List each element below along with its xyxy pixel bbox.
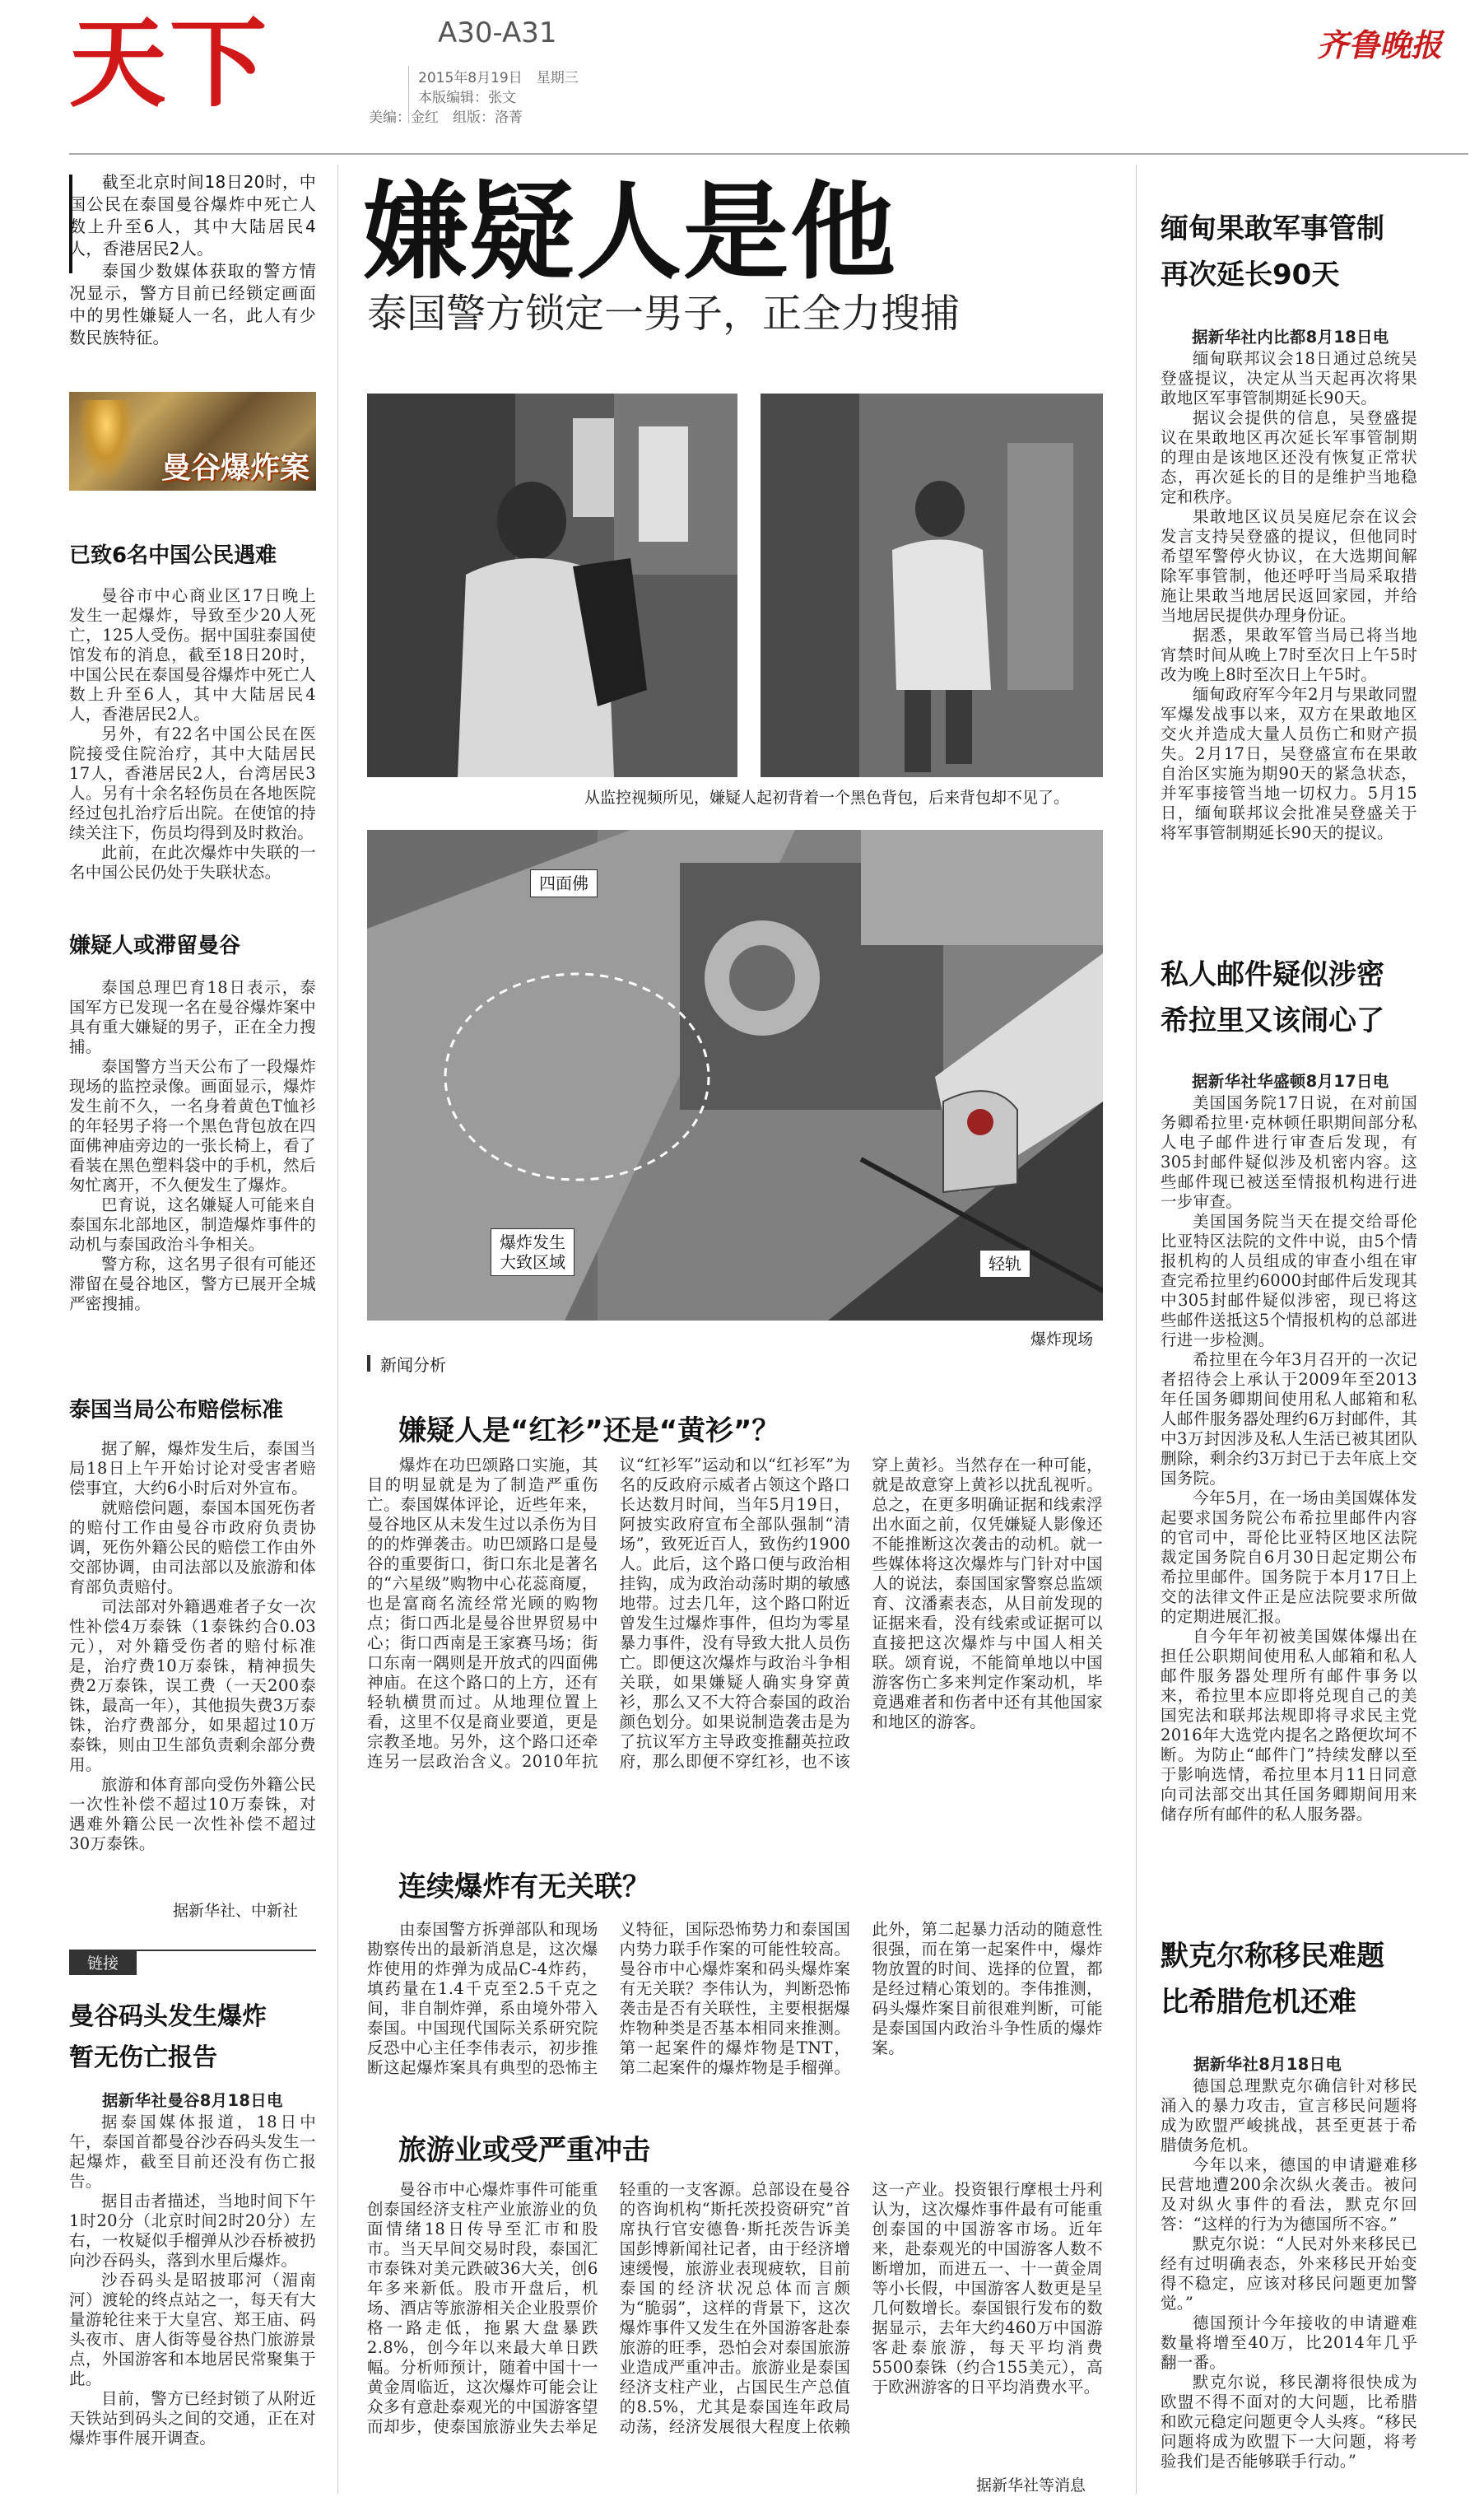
right-story1-body [1161, 349, 1417, 843]
left-story2-body [69, 978, 316, 1314]
right-story2-title-line1: 私人邮件疑似涉密 [1161, 958, 1384, 991]
column-separator-left [337, 165, 338, 2495]
right-story1-p3: 果敢地区议员吴庭尼奈在议会发言支持吴登盛的提议，但他同时希望军警停火协议，在大选期间解除军事管制，他还呼吁当局采取措施让果敢当地居民返回家园，并给当地居民提供办理身份证。 [1161, 507, 1417, 625]
label-skytrain: 轻轨 [979, 1250, 1030, 1278]
right-story1-p4: 据悉，果敢军管当局已将当地宵禁时间从晚上7时至次日上午5时改为晚上8时至次日上午5时。 [1161, 626, 1417, 684]
left-story2-p1: 泰国总理巴育18日表示，泰国军方已发现一名在曼谷爆炸案中具有重大嫌疑的男子，正在全力搜捕。 [69, 978, 316, 1056]
left-story4-p4: 目前，警方已经封锁了从附近天铁站到码头之间的交通，正在对爆炸事件展开调查。 [69, 2389, 316, 2448]
right-story2-dateline: 据新华社华盛顿8月17日电 [1192, 1072, 1389, 1091]
shrine-silhouette [77, 400, 135, 482]
right-story3-p4: 德国预计今年接收的申请避难数量将增至40万，比2014年几乎翻一番。 [1161, 2313, 1417, 2372]
analysis-h2-body [367, 1920, 1103, 2078]
right-story1-title-line2: 再次延长90天 [1161, 259, 1340, 291]
column-separator-right [1136, 165, 1137, 2495]
right-story3-title-line1: 默克尔称移民难题 [1161, 1940, 1384, 1973]
left-story3-source: 据新华社、中新社 [173, 1902, 299, 1920]
analysis-h1-text: 爆炸在功巴颂路口实施，其目的明显就是为了制造严重伤亡。泰国媒体评论，近些年来，曼谷地区从未发生过以杀伤为目的的炸弹袭击。叻巴颂路口是曼谷的重要街口，街口东北是著名的“六星级”购物中心花蕊商厦，也是富商名流经常光顾的购物点；街口西北是曼谷世界贸易中心；街口西南是王家赛马场；街口东南一隅则是开放式的四面佛神庙。在这个路口的上方，还有轻轨横贯而过。从地理位置上看，这里不仅是商业要道，更是宗教圣地。另外，这个路口还牵连另一层政治含义。2010年抗议“红衫军”运动和以“红衫军”为名的反政府示威者占领这个路口长达数月时间，当年5月19日，阿披实政府宣布全部队强制“清场”，致死近百人，致伤约1900人。此后，这个路口便与政治相挂钩，成为政治动荡时期的敏感地带。过去几年，这个路口附近曾发生过爆炸事件，但均为零星暴力事件，没有导致大批人员伤亡。即便这次爆炸与政治斗争相关联，如果嫌疑人确实身穿黄衫，那么又不大符合泰国的政治颜色划分。如果说制造袭击是为了抗议军方主导政变推翻英拉政府，那么即便不穿红衫，也不该穿上黄衫。当然存在一种可能，就是故意穿上黄衫以扰乱视听。总之，在更多明确证据和线索浮出水面之前，仅凭嫌疑人影像还不能推断这次袭击的动机。就一些媒体将这次爆炸与门针对中国人的说法，泰国国家警察总监颂育、汶潘素表态，从目前发现的证据来看，没有线索或证据可以直接把这次爆炸与中国人相关联。颂育说，不能简单地以中国游客伤亡多来判定作案动机，毕竟遇难者和伤者中还有其他国家和地区的游客。 [367, 1456, 1103, 1771]
lead-summary-p1: 截至北京时间18日20时，中国公民在泰国曼谷爆炸中死亡人数上升至6人，其中大陆居民4人，香港居民2人。 [69, 172, 316, 259]
left-story3-p2: 就赔偿问题，泰国本国死伤者的赔付工作由曼谷市政府负责协调，死伤外籍公民的赔偿工作由外交部协调，由司法部以及旅游和体育部负责赔付。 [69, 1498, 316, 1596]
left-story2-p4: 警方称，这名男子很有可能还滞留在曼谷地区，警方已展开全城严密搜捕。 [69, 1255, 316, 1313]
cctv-photo-2 [761, 394, 1103, 777]
right-story3-p5: 默克尔说，移民潮将很快成为欧盟不得不面对的大问题，比希腊和欧元稳定问题更令人头疼。“移民问题将成为欧盟下一大问题，将考验我们是否能够联手行动。” [1161, 2373, 1417, 2471]
lead-summary-p2: 泰国少数媒体获取的警方情况显示，警方目前已经锁定画面中的男性嫌疑人一名，此人有少数民族特征。 [69, 261, 316, 347]
left-story4-body [69, 2113, 316, 2448]
left-story2-title: 嫌疑人或滞留曼谷 [69, 934, 241, 958]
label-shrine: 四面佛 [530, 869, 598, 897]
right-story3-p2: 今年以来，德国的申请避难移民营地遭200余次纵火袭击。被问及对纵火事件的看法，默克尔回答：“这样的行为为德国所不容。” [1161, 2155, 1417, 2234]
right-story2-title-line2: 希拉里又该闹心了 [1161, 1004, 1384, 1037]
logo-banner [69, 392, 316, 491]
blast-scene-caption: 爆炸现场 [1030, 1330, 1094, 1349]
right-story2-p2: 美国国务院当天在提交给哥伦比亚特区法院的文件中说，由5个情报机构的人员组成的审查小组在审查完希拉里约6000封邮件后发现其中305封邮件疑似涉密，现已将这些邮件送抵这5个情报机构的总部进行进一步检测。 [1161, 1212, 1417, 1349]
cctv-photo-2-drawing [761, 394, 1103, 777]
main-subheadline: 泰国警方锁定一男子，正全力搜捕 [367, 291, 961, 337]
masthead-rule [69, 153, 1468, 155]
analysis-h2: 连续爆炸有无关联？ [398, 1870, 650, 1903]
link-label: 链接 [69, 1950, 137, 1975]
left-story1-body [69, 586, 316, 883]
date-line: 2015年8月19日 星期三 [418, 70, 579, 86]
right-story1-p2: 据议会提供的信息，吴登盛提议在果敢地区再次延长军事管制期的理由是该地区还没有恢复正常状态，再次延长的目的是维护当地稳定和秩序。 [1161, 408, 1417, 506]
left-story1-p3: 此前，在此次爆炸中失联的一名中国公民仍处于失联状态。 [69, 843, 316, 882]
right-story3-p1: 德国总理默克尔确信针对移民涌入的暴力攻击，宣言移民问题将成为欧盟严峻挑战，甚至更甚于希腊债务危机。 [1161, 2076, 1417, 2155]
left-story3-p4: 旅游和体育部向受伤外籍公民一次性补偿不超过10万泰铢，对遇难外籍公民一次性补偿不超过30万泰铢。 [69, 1775, 316, 1853]
logo-banner-text: 曼谷爆炸案 [160, 451, 309, 485]
left-story4-dateline: 据新华社曼谷8月18日电 [102, 2091, 283, 2110]
analysis-h2-text: 由泰国警方拆弹部队和现场勘察传出的最新消息是，这次爆炸使用的炸弹为成品C-4炸药，填药量在1.4千克至2.5千克之间，非自制炸弹，系由境外带入泰国。中国现代国际关系研究院反恐中心主任李伟表示，初步推断这起爆炸案具有典型的恐怖主义特征，国际恐怖势力和泰国国内势力联手作案的可能性较高。曼谷市中心爆炸案和码头爆炸案有无关联？李伟认为，判断恐怖袭击是否有关联性，主要根据爆炸物种类是否基本相同来推测。第一起案件的爆炸物是TNT，第二起案件的爆炸物是手榴弹。此外，第二起暴力活动的随意性很强，而在第一起案件中，爆炸物放置的时间、选择的位置，都是经过精心策划的。李伟推测，码头爆炸案目前很难判断，可能是泰国国内政治斗争性质的爆炸案。 [367, 1920, 1103, 2077]
right-story3-dateline: 据新华社8月18日电 [1193, 2055, 1342, 2074]
design-line: 美编：金红 组版：洛菁 [369, 109, 523, 126]
left-story4-title-line2: 暂无伤亡报告 [69, 2043, 217, 2072]
right-story2-p5: 自今年年初被美国媒体爆出在担任公职期间使用私人邮箱和私人邮件服务器处理所有邮件事务以来，希拉里本应即将兑现自己的美国宪法和联邦法规即将寻求民主党2016年大选党内提名之路便坎坷不断。为防止“邮件门”持续发酵以至于影响选情，希拉里本月11日同意向司法部交出其任国务卿期间用来储存所有邮件的私人服务器。 [1161, 1627, 1417, 1824]
right-story1-title-line1: 缅甸果敢军事管制 [1161, 212, 1384, 245]
analysis-h1: 嫌疑人是“红衫”还是“黄衫”？ [398, 1414, 780, 1447]
analysis-h3-body [367, 2180, 1103, 2437]
cctv-photo-1 [367, 394, 737, 777]
cctv-photo-1-drawing [367, 394, 737, 777]
analysis-h1-body [367, 1456, 1103, 1772]
paper-name-logo: 齐鲁晚报 [1317, 26, 1443, 63]
left-story4-title-line1: 曼谷码头发生爆炸 [69, 2002, 267, 2031]
left-story4-p3: 沙吞码头是昭披耶河（湄南河）渡轮的终点站之一，每天有大量游轮往来于大皇宫、郑王庙、码头夜市、唐人街等曼谷热门旅游景点，外国游客和本地居民常聚集于此。 [69, 2271, 316, 2388]
label-blast-area: 爆炸发生 大致区域 [491, 1228, 575, 1276]
main-headline: 嫌疑人是他 [362, 171, 898, 294]
left-story1-p1: 曼谷市中心商业区17日晚上发生一起爆炸，导致至少20人死亡，125人受伤。据中国驻泰国使馆发布的消息，截至18日20时，中国公民在泰国曼谷爆炸中死亡人数上升至6人，其中大陆居民4人，香港居民2人。 [69, 586, 316, 724]
analysis-label: 新闻分析 [380, 1355, 446, 1375]
right-story2-p1: 美国国务院17日说，在对前国务卿希拉里·克林顿任职期间部分私人电子邮件进行审查后发现，有305封邮件疑似涉及机密内容。这些邮件现已被送至情报机构进行进一步审查。 [1161, 1093, 1417, 1211]
right-story1-dateline: 据新华社内比都8月18日电 [1192, 328, 1389, 347]
left-story3-p3: 司法部对外籍遇难者子女一次性补偿4万泰铢（1泰铢约合0.03元），对外籍受伤者的赔付标准是，治疗费10万泰铢，精神损失费2万泰铢，误工费（一天200泰铢，最高一年），其他损失费3万泰铢，治疗费部分，如果超过10万泰铢，则由卫生部负责剩余部分费用。 [69, 1597, 316, 1774]
right-story3-body [1161, 2076, 1417, 2471]
left-story2-p2: 泰国警方当天公布了一段爆炸现场的监控录像。画面显示，爆炸发生前不久，一名身着黄色T恤衫的年轻男子将一个黑色背包放在四面佛神庙旁边的一张长椅上，看了看装在黑色塑料袋中的手机，然后匆忙离开，不久便发生了爆炸。 [69, 1057, 316, 1195]
right-story2-p4: 今年5月，在一场由美国媒体发起要求国务院公布希拉里邮件内容的官司中，哥伦比亚特区地区法院裁定国务院自6月30日起定期公布希拉里邮件。国务院于本月17日上交的法律文件正是应法院要求所做的定期进展汇报。 [1161, 1488, 1417, 1626]
right-story2-body [1161, 1093, 1417, 1824]
left-story1-p2: 另外，有22名中国公民在医院接受住院治疗，其中大陆居民17人，香港居民2人，台湾居民3人。另有十余名轻伤员在各地医院经过包扎治疗后出院。在使馆的持续关注下，伤员均得到及时救治。 [69, 724, 316, 842]
right-story2-p3: 希拉里在今年3月召开的一次记者招待会上承认于2009年至2013年任国务卿期间使用私人邮箱和私人邮件服务器处理约6万封邮件，其中3万封因涉及私人生活已被其团队删除，剩余约3万封已于去年底上交国务院。 [1161, 1350, 1417, 1488]
left-story3-p1: 据了解，爆炸发生后，泰国当局18日上午开始讨论对受害者赔偿事宜，大约6小时后对外宣布。 [69, 1439, 316, 1498]
right-story3-title-line2: 比希腊危机还难 [1161, 1986, 1356, 2019]
left-story4-p1: 据泰国媒体报道，18日中午，泰国首都曼谷沙吞码头发生一起爆炸，截至目前还没有伤亡报告。 [69, 2113, 316, 2191]
right-story3-p3: 默克尔说：“人民对外来移民已经有过明确表态，外来移民开始变得不稳定，应该对移民问题更加警觉。” [1161, 2234, 1417, 2313]
left-story4-p2: 据目击者描述，当地时间下午1时20分（北京时间2时20分）左右，一枚疑似手榴弹从沙吞桥被扔向沙吞码头，落到水里后爆炸。 [69, 2192, 316, 2270]
section-name: 天下 [69, 7, 271, 120]
left-story1-title: 已致6名中国公民遇难 [69, 543, 277, 568]
lead-summary [69, 171, 316, 349]
right-story1-p5: 缅甸政府军今年2月与果敢同盟军爆发战事以来，双方在果敢地区交火并造成大量人员伤亡和财产损失。2月17日，吴登盛宣布在果敢自治区实施为期90天的紧急状态，并军事接管当地一切权力。5月15日，缅甸联邦议会批准吴登盛关于将军事管制期延长90天的提议。 [1161, 685, 1417, 842]
page-range: A30-A31 [438, 16, 557, 49]
cctv-photo-caption: 从监控视频所见，嫌疑人起初背着一个黑色背包，后来背包却不见了。 [584, 789, 1070, 807]
analysis-h3-source: 据新华社等消息 [976, 2476, 1086, 2495]
analysis-h3-text: 曼谷市中心爆炸事件可能重创泰国经济支柱产业旅游业的负面情绪18日传导至汇市和股市。当天早间交易时段，泰国汇市泰铢对美元跌破36大关，创6年多来新低。股市开盘后，机场、酒店等旅游相关企业股票价格一路走低，拖累大盘暴跌2.8%，创今年以来最大单日跌幅。分析师预计，随着中国十一黄金周临近，这次爆炸可能会让众多有意赴泰观光的中国游客望而却步，使泰国旅游业失去举足轻重的一支客源。总部设在曼谷的咨询机构“斯托茨投资研究”首席执行官安德鲁·斯托茨告诉美国彭博新闻社记者，由于经济增速缓慢，旅游业表现疲软，目前泰国的经济状况总体而言颇为“脆弱”，这样的背景下，这次爆炸事件又发生在外国游客赴泰旅游的旺季，恐怕会对泰国旅游业造成严重冲击。旅游业是泰国经济支柱产业，占国民生产总值的8.5%，尤其是泰国连年政局动荡，经济发展很大程度上依赖这一产业。投资银行摩根士丹利认为，这次爆炸事件最有可能重创泰国的中国游客市场。近年来，赴泰观光的中国游客人数不断增加，而进五一、十一黄金周等小长假，中国游客人数更是呈几何数增长。泰国银行发布的数据显示，去年大约460万中国游客赴泰旅游，每天平均消费5500泰铢（约合155美元），高于欧洲游客的日平均消费水平。 [367, 2180, 1103, 2436]
right-story1-p1: 缅甸联邦议会18日通过总统吴登盛提议，决定从当天起再次将果敢地区军事管制期延长90天。 [1161, 349, 1417, 408]
editor-line: 本版编辑：张文 [418, 90, 516, 106]
blast-scene-photo [367, 830, 1103, 1321]
left-story3-body [69, 1439, 316, 1854]
left-story3-title: 泰国当局公布赔偿标准 [69, 1398, 284, 1423]
left-story2-p3: 巴育说，这名嫌疑人可能来自泰国东北部地区，制造爆炸事件的动机与泰国政治斗争相关。 [69, 1195, 316, 1254]
analysis-h3: 旅游业或受严重冲击 [398, 2134, 650, 2167]
blast-scene-drawing [367, 830, 1103, 1321]
analysis-label-rule [367, 1355, 370, 1372]
